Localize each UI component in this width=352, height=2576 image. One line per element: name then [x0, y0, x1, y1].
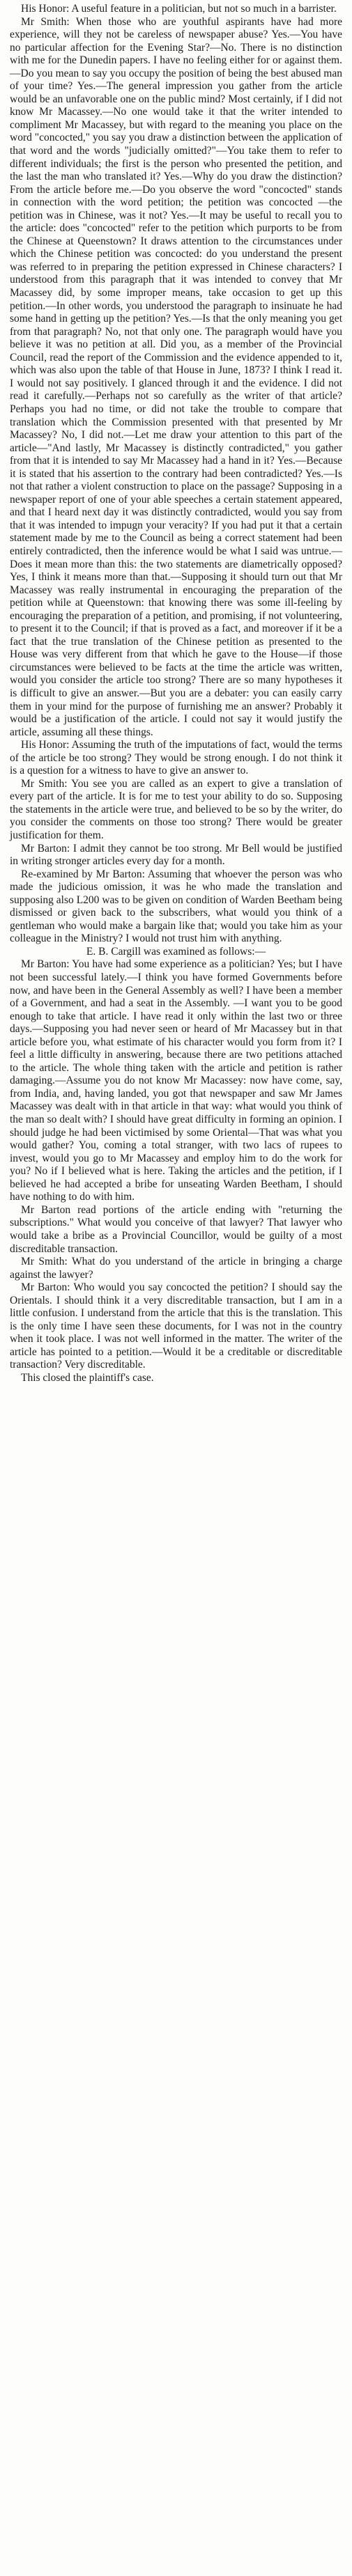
paragraph-his-honor-1: His Honor: A useful feature in a politician, but not so much in a barrister. [21, 3, 337, 15]
paragraph-smith-cross-examination: Mr Smith: When those who are youthful aspirants have had more experience, will they not be careless of newspaper abuse? Yes.—You have no particular affection for the Evening Star?—No. There is no distinction with me for the Dunedin papers. I have no feeling either for or against them.—Do you mean to say you occupy the position of being the best abused man of your time? Yes.—The general impression you gather from the article would be an unfavorable one on the public mind? Most certainly, if I did not know Mr Macassey.—No one would take it that the writer intended to compliment Mr Macassey, but with regard to the meaning you place on the word "concocted," you say you draw a distinction between the application of that word and the words "judicially omitted?"—You take them to refer to different individuals; the first is the person who presented the petition, and the last the man who translated it? Yes.—Why do you draw the distinction? From the article before me.—Do you observe the word "concocted" stands in connection with the word petition; the petition was concocted —the petition was in Chinese, was it not? Yes.—It may be useful to recall you to the article: does "concocted" refer to the petition which purports to be from the Chinese at Queenstown? It draws attention to the circumstances under which the Chinese petition was concocted: do you understand the present was referred to in preparing the petition expressed in Chinese characters? I understood from this paragraph that it was intended to convey that Mr Macassey did, by some improper means, take occasion to get up this petition.—In other words, you understood the paragraph to insinuate he had some hand in getting up the petition? Yes.—Is that the only meaning you get from that paragraph? No, not that only one. The paragraph would have you believe it was no petition at all. Did you, as a member of the Provincial Council, read the report of the Commission and the evidence appended to it, which was also upon the table of that House in June, 1873? I think I read it. I would not say positively. I glanced through it and the evidence. I did not read it carefully.—Perhaps not so carefully as the writer of that article? Perhaps you had no time, or did not take the trouble to compare that translation which the Commission presented with that presented by Mr Macassey? No, I did not.—Let me draw your attention to this part of the article—"And lastly, Mr Macassey is distinctly contradicted," you gather from that it is intended to say Mr Macassey had a hand in it? Yes.—Because it is stated that his assertion to the contrary had been contradicted? Yes.—Is not that rather a violent construction to place on the passage? Supposing in a newspaper report of one of your able speeches a certain statement appeared, and that I heard next day it was distinctly contradicted, would you say from that it was intended to impugn your veracity? If you had put it that a certain statement made by me to the Council as being a correct statement had been entirely contradicted, then the inference would be what I said was untrue.—Does it mean more than this: the two statements are diametrically opposed? Yes, I think it means more than that.—Supposing it should turn out that Mr Macassey was really instrumental in encouraging the preparation of the petition while at Queenstown: that knowing there was some ill-feeling by encouraging the preparation of a petition, and promising, if not volunteering, to present it to the Council; if that is proved as a fact, and moreover if it be a fact that the true translation of the Chinese petition as presented to the House was very different from that which he gave to the House—if those circumstances were believed to be facts at the time the article was written, would you consider the article too strong? There are so many hypotheses it is difficult to give an answer.—But you are a debater: you can easily carry them in your mind for the purpose of furnishing me an answer? Probably it would be a justification of the article. I could not say it would justify the article, assuming all these things. [10, 15, 342, 738]
paragraph-re-examined: Re-examined by Mr Barton: Assuming that whoever the person was who made the judicious omission, it was he who made the translation and supposing also L200 was to be given on condition of Warden Beetham being dismissed or given back to the subscribers, what would you think of a gentleman who would make a bargain like that; would you take him as your colleague in the Ministry? I would not trust him with anything. [10, 868, 342, 945]
paragraph-smith-expert: Mr Smith: You see you are called as an expert to give a translation of every part of the article. It is for me to test your ability to do so. Supposing the statements in the article were true, and believed to be so by the writer, do you consider the comments on those too strong? There would be greater justification for them. [10, 777, 342, 841]
paragraph-barton-read: Mr Barton read portions of the article ending with "returning the subscriptions." What would you conceive of that lawyer? That lawyer who would take a bribe as a Provincial Councillor, would be guilty of a most discreditable transaction. [10, 1203, 342, 1255]
paragraph-cargill-heading: E. B. Cargill was examined as follows:— [86, 945, 266, 958]
paragraph-barton-concocted: Mr Barton: Who would you say concocted the petition? I should say the Orientals. I should think it a very discreditable transaction, but I am in a little confusion. I understand from the article that this is the translation. This is the only time I have seen these documents, for I was not in the country when it took place. I was not well informed in the matter. The writer of the article has pointed to a petition.—Would it be a creditable or discreditable transaction? Very discreditable. [10, 1281, 342, 1371]
paragraph-cargill-examination: Mr Barton: You have had some experience as a politician? Yes; but I have not been successful lately.—I think you have formed Governments before now, and have been in the General Assembly as well? I have been a member of a Government, and had a seat in the Assembly. —I want you to be good enough to take that article. I have read it only within the last two or three days.—Supposing you had never seen or heard of Mr Macassey but in that article before you, what estimate of his character would you form from it? I feel a little difficulty in answering, because there are two petitions attached to the article. The whole thing taken with the article and petition is rather damaging.—Assume you do not know Mr Macassey: now have come, say, from India, and, having landed, you got that newspaper and saw Mr James Macassey was dealt with in that article in that way: what would you think of the man so dealt with? I should have great difficulty in forming an opinion. I should judge he had been victimised by some Oriental—That was what you would gather? You, coming a total stranger, with two lacs of rupees to invest, would you go to Mr Macassey and employ him to do the work for you? No if I believed what is here. Taking the articles and the petition, if I believed he had accepted a bribe for unseating Warden Beetham, I should have nothing to do with him. [10, 958, 342, 1203]
paragraph-closing: This closed the plaintiff's case. [21, 1371, 154, 1384]
paragraph-barton-admit: Mr Barton: I admit they cannot be too strong. Mr Bell would be justified in writing stronger articles every day for a month. [10, 842, 342, 868]
article-column [10, 3, 342, 1385]
paragraph-smith-question: Mr Smith: What do you understand of the article in bringing a charge against the lawyer? [10, 1256, 342, 1281]
paragraph-his-honor-2: His Honor: Assuming the truth of the imputations of fact, would the terms of the article be too strong? They would be strong enough. I do not think it is a question for a witness to have to give an answer to. [10, 739, 342, 777]
